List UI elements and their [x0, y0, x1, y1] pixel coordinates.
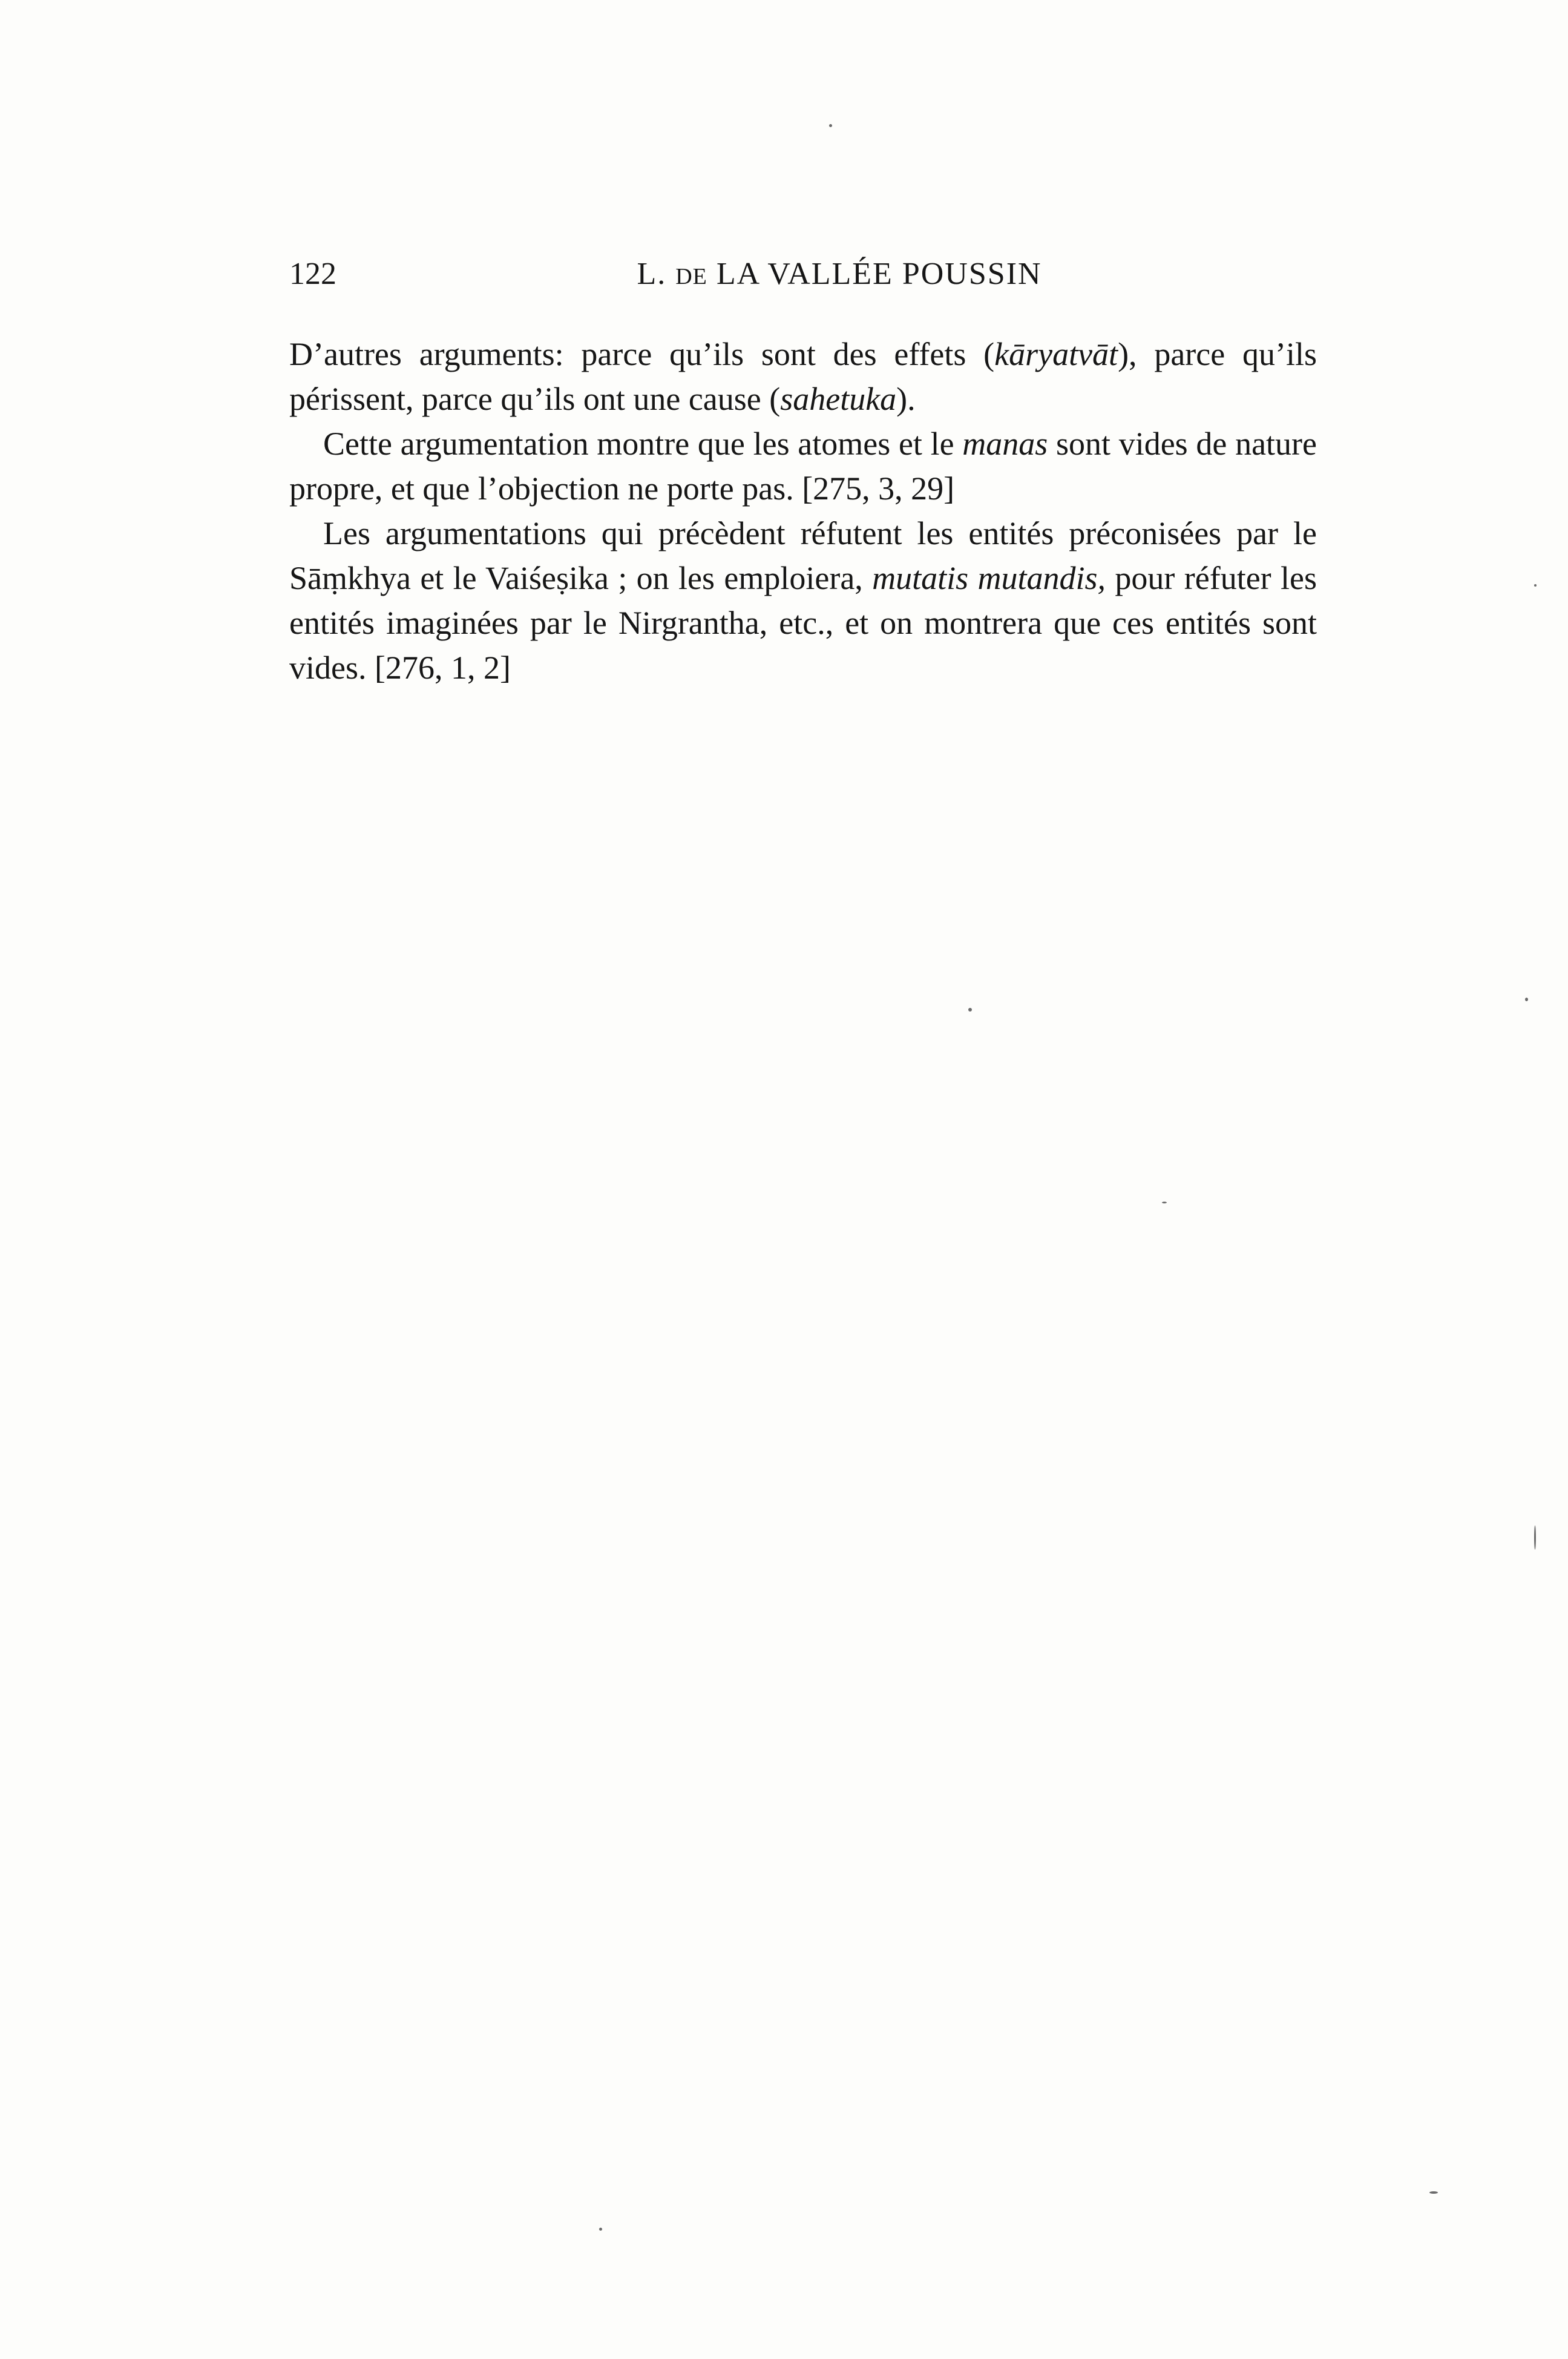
paragraph-3: [289, 511, 1317, 690]
text-run: ).: [896, 381, 916, 417]
italic-term: manas: [962, 426, 1048, 462]
text-run: sont vides de nature propre, et que l’objection ne porte pas. [275, 3, 29]: [289, 426, 1317, 507]
scan-speck: [1162, 1202, 1167, 1203]
scan-speck: [968, 1008, 972, 1012]
italic-term: mutatis mutandis,: [872, 560, 1106, 596]
text-run: pour réfuter les entités imaginées par le Nirgrantha, etc., et on montrera que ces entités sont vides. [276, 1, 2]: [289, 560, 1317, 686]
italic-term: sahetuka: [780, 381, 897, 417]
scan-speck: [599, 2228, 602, 2231]
author-name: LA VALLÉE POUSSIN: [716, 257, 1042, 291]
paragraph-2: [289, 421, 1317, 511]
scan-speck: [1534, 584, 1537, 587]
scan-speck: [1429, 2191, 1438, 2194]
text-run: Les argumentations qui précèdent réfutent les entités préconisées par le Sāṃkhya et le Vaiśeṣika ; on les emploiera,: [289, 515, 1317, 596]
scan-speck: [1534, 1525, 1536, 1550]
scan-speck: [1525, 998, 1528, 1001]
author-particle: DE: [675, 264, 707, 289]
text-run: ), parce qu’ils périssent, parce qu’ils ont une cause (: [289, 336, 1317, 417]
text-run: Cette argumentation montre que les atomes et le: [323, 426, 963, 462]
page-number: 122: [289, 257, 336, 291]
italic-term: kāryatvāt: [994, 336, 1118, 372]
scan-speck: [829, 124, 832, 127]
body-text: [289, 332, 1317, 690]
running-title: [289, 253, 1317, 298]
paragraph-1: [289, 332, 1317, 421]
text-run: D’autres arguments: parce qu’ils sont des effets (: [289, 336, 995, 372]
running-head: [289, 253, 1317, 295]
author-prefix: L.: [637, 257, 667, 291]
